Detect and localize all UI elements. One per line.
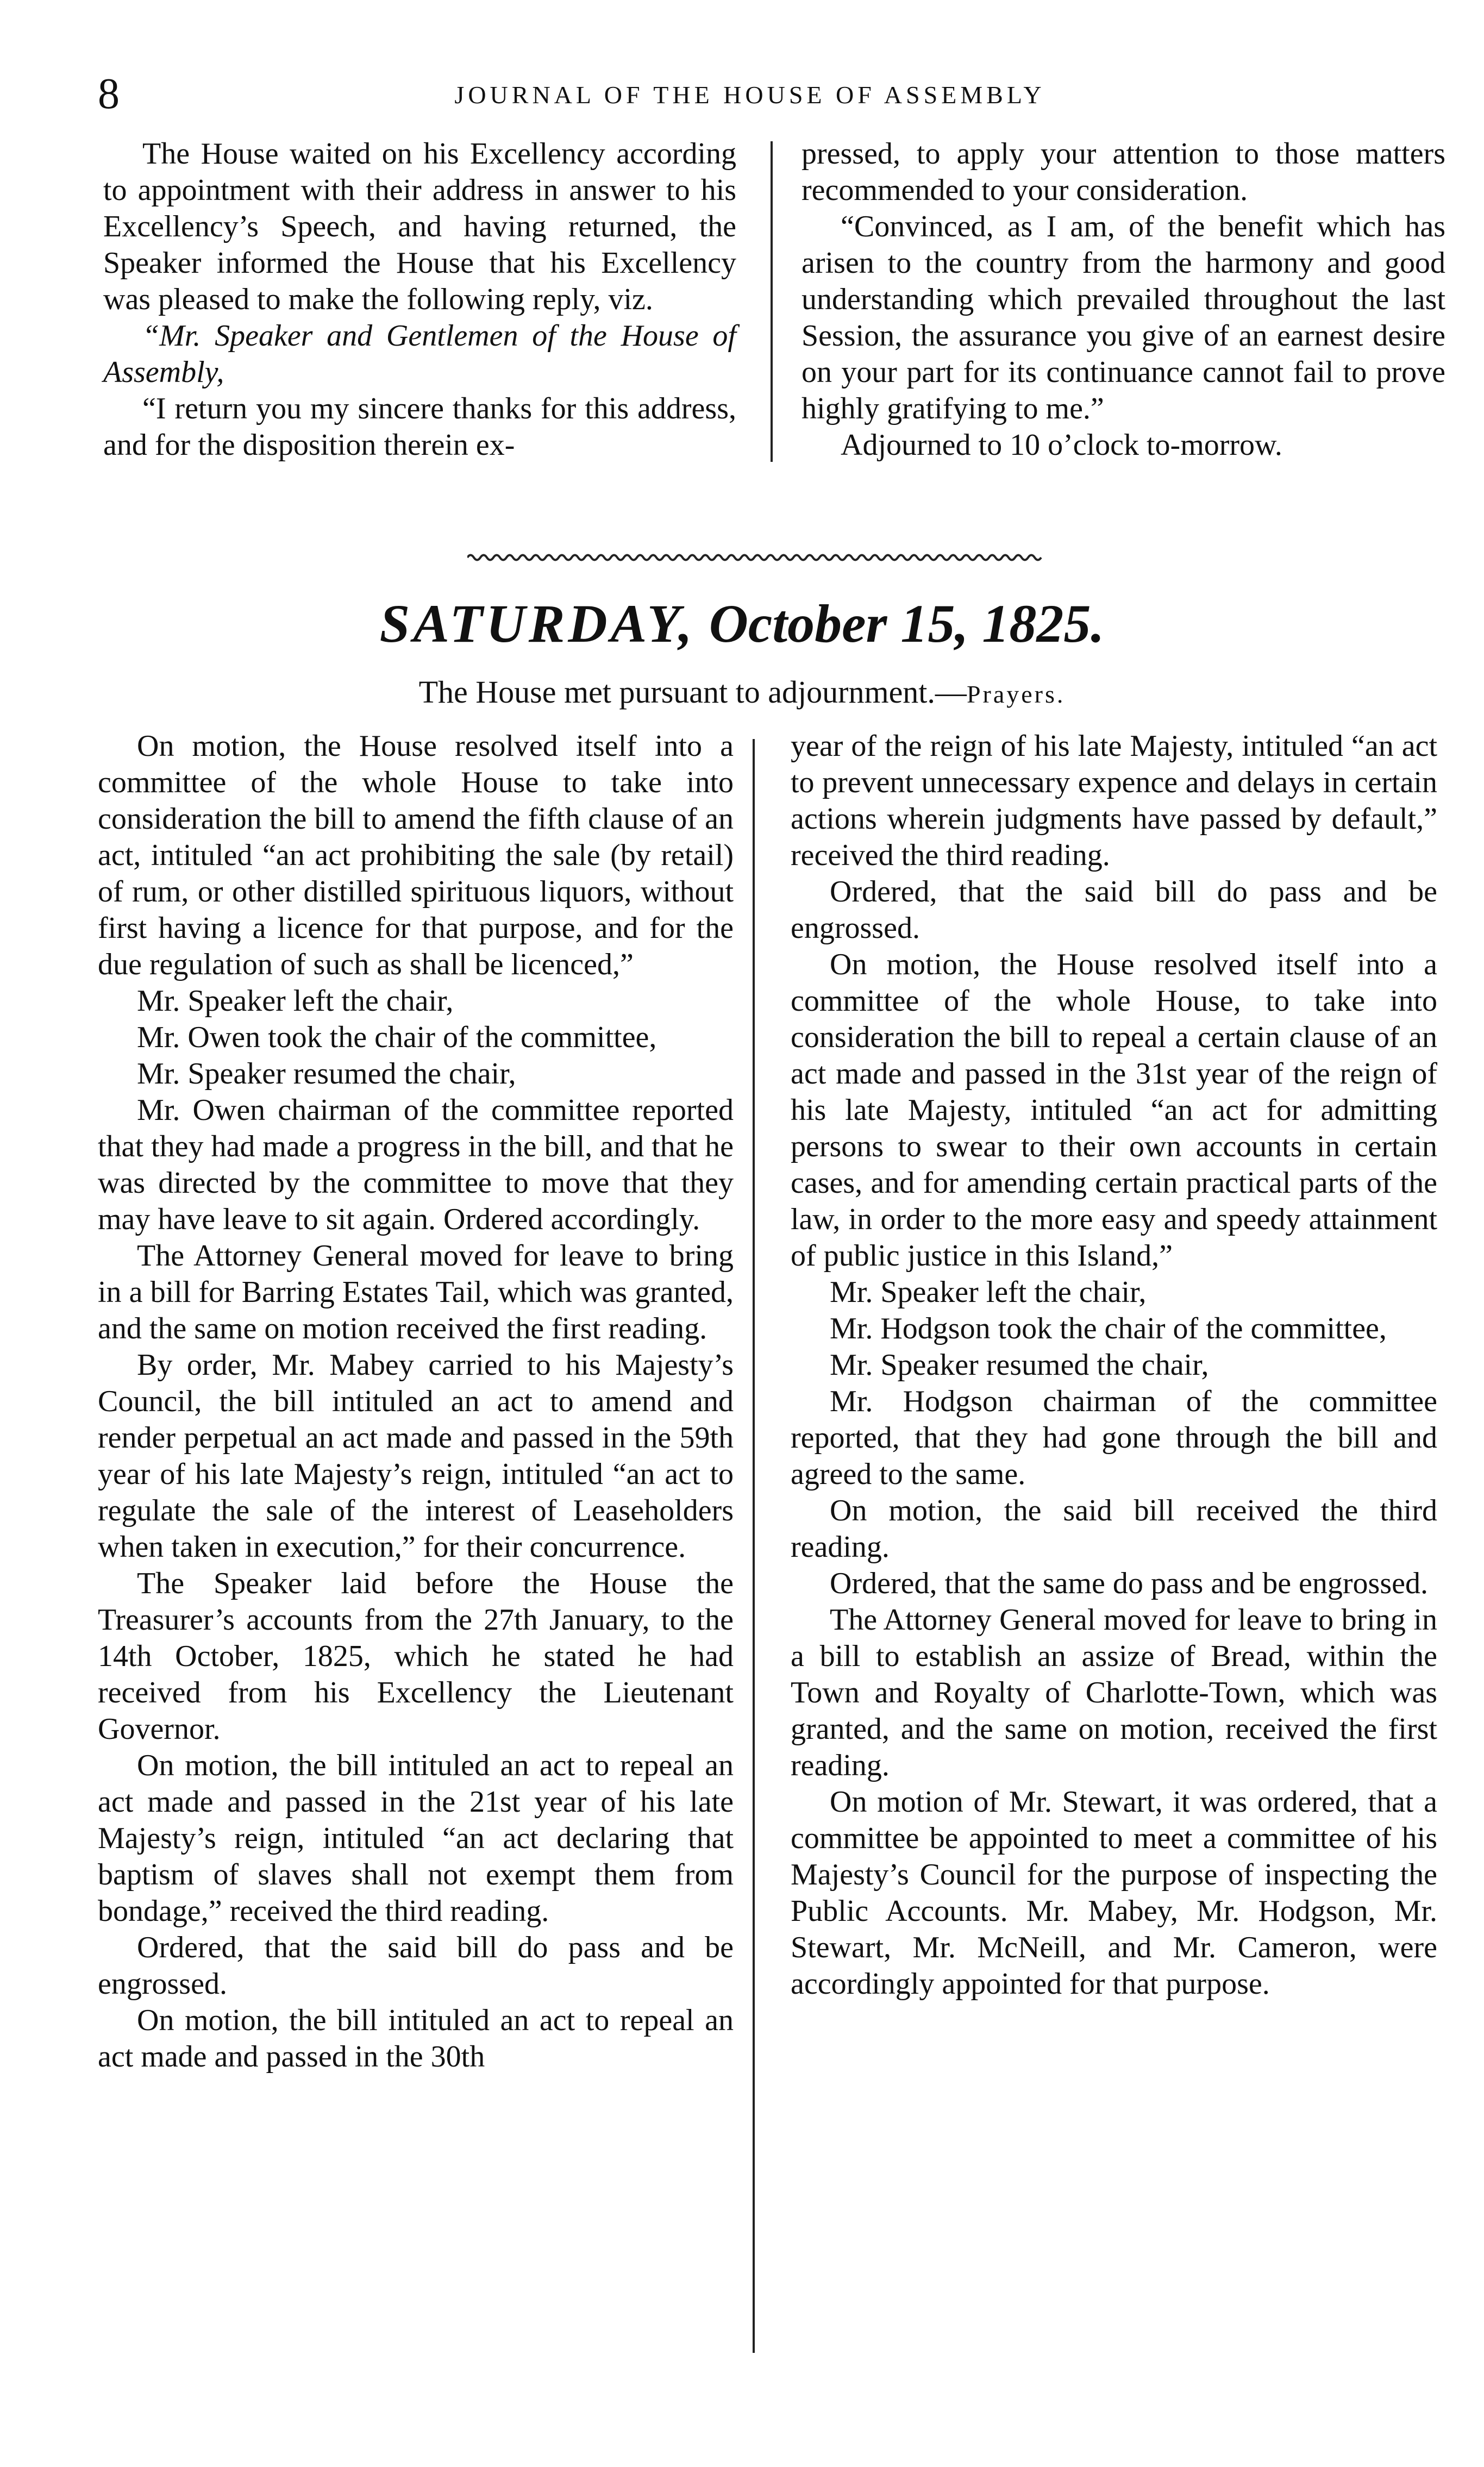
prayers-label: Prayers. [966, 680, 1066, 708]
column-rule [771, 141, 773, 462]
paragraph: Mr. Speaker left the chair, [830, 1275, 1147, 1309]
paragraph: On motion, the House resolved itself into a committee of the whole House to take into consideration the bill to amend the fifth clause of an act, intituled “an act prohibiting the sale (by retail) of rum, or other distilled spirituous liquors, without first having a licence for that purpose, and for the due regulation of such as shall be licenced,” [98, 729, 734, 981]
paragraph: On motion, the bill intituled an act to repeal an act made and passed in the 30th [98, 2003, 734, 2074]
wavy-divider [467, 552, 1043, 563]
paragraph: Mr. Hodgson took the chair of the committee, [830, 1312, 1387, 1345]
day-name: SATURDAY, [379, 593, 696, 654]
paragraph: The Speaker laid before the House the Treasurer’s accounts from the 27th January, to the 14th October, 1825, which he stated he had received from his Excellency the Lieutenant Governor. [98, 1567, 734, 1746]
paragraph: On motion, the House resolved itself into a committee of the whole House, to take into consideration the bill to repeal a certain clause of an act made and passed in the 31st year of the reign of his late Majesty, intituled “an act for admitting persons to swear to their own accounts in certain cases, and for amending certain practical parts of the law, in order to the more easy and speedy attainment of public justice in this Island,” [791, 948, 1437, 1273]
paragraph: On motion, the bill intituled an act to repeal an act made and passed in the 21st year of his late Majesty’s reign, intituled “an act declaring that baptism of slaves shall not exempt them from bondage,” received the third reading. [98, 1749, 734, 1928]
paragraph: year of the reign of his late Majesty, intituled “an act to prevent unnecessary expence and delays in certain actions wherein judgments have passed by default,” received the third reading. [791, 729, 1437, 872]
address-salutation: “Mr. Speaker and Gentlemen of the House of Assembly, [103, 319, 736, 389]
paragraph: pressed, to apply your attention to those matters recommended to your consideration. [802, 137, 1445, 207]
running-head-title: JOURNAL OF THE HOUSE OF ASSEMBLY [454, 81, 1045, 109]
paragraph: On motion, the said bill received the third reading. [791, 1494, 1437, 1564]
paragraph: Mr. Owen chairman of the committee reported that they had made a progress in the bill, and that he was directed by the committee to move that they may have leave to sit again. Ordered accordingly. [98, 1093, 734, 1236]
bottom-right-column [791, 728, 1437, 2002]
running-header [98, 65, 1402, 120]
paragraph: The Attorney General moved for leave to bring in a bill for Barring Estates Tail, which was granted, and the same on motion received the first reading. [98, 1239, 734, 1345]
paragraph: By order, Mr. Mabey carried to his Majesty’s Council, the bill intituled an act to amend and render perpetual an act made and passed in the 59th year of his late Majesty’s reign, intituled “an act to regulate the sale of the interest of Leaseholders when taken in execution,” for their concurrence. [98, 1348, 734, 1564]
bottom-left-column [98, 728, 734, 2075]
meeting-line [0, 674, 1484, 710]
paragraph: The Attorney General moved for leave to bring in a bill to establish an assize of Bread, within the Town and Royalty of Charlotte-Town, which was granted, and the same on motion, received the first reading. [791, 1603, 1437, 1782]
meeting-text: The House met pursuant to adjournment.— [418, 674, 967, 710]
day-date: October 15, 1825. [709, 593, 1105, 654]
page-number: 8 [98, 70, 120, 118]
column-rule [753, 739, 755, 2353]
top-left-column [103, 136, 736, 464]
paragraph: On motion of Mr. Stewart, it was ordered, that a committee be appointed to meet a committee of his Majesty’s Council for the purpose of inspecting the Public Accounts. Mr. Mabey, Mr. Hodgson, Mr. Stewart, Mr. McNeill, and Mr. Cameron, were accordingly appointed for that purpose. [791, 1785, 1437, 2001]
paragraph: The House waited on his Excellency according to appointment with their address in answer to his Excellency’s Speech, and having returned, the Speaker informed the House that his Excellency was pleased to make the following reply, viz. [103, 137, 736, 316]
paragraph: Mr. Owen took the chair of the committee, [137, 1020, 657, 1054]
paragraph: “Convinced, as I am, of the benefit which has arisen to the country from the harmony and good understanding which prevailed throughout the last Session, the assurance you give of an earnest desire on your part for its continuance cannot fail to prove highly gratifying to me.” [802, 210, 1445, 425]
paragraph: Mr. Speaker resumed the chair, [830, 1348, 1209, 1382]
paragraph: Mr. Speaker resumed the chair, [137, 1057, 516, 1091]
top-right-column [802, 136, 1445, 464]
paragraph: “I return you my sincere thanks for this address, and for the disposition therein ex- [103, 392, 736, 462]
day-heading [0, 592, 1484, 655]
paragraph: Ordered, that the same do pass and be engrossed. [830, 1567, 1428, 1600]
paragraph: Mr. Hodgson chairman of the committee reported, that they had gone through the bill and agreed to the same. [791, 1385, 1437, 1491]
adjournment-line: Adjourned to 10 o’clock to-morrow. [841, 428, 1282, 462]
paragraph: Mr. Speaker left the chair, [137, 984, 454, 1018]
paragraph: Ordered, that the said bill do pass and be engrossed. [791, 875, 1437, 945]
paragraph: Ordered, that the said bill do pass and be engrossed. [98, 1931, 734, 2001]
